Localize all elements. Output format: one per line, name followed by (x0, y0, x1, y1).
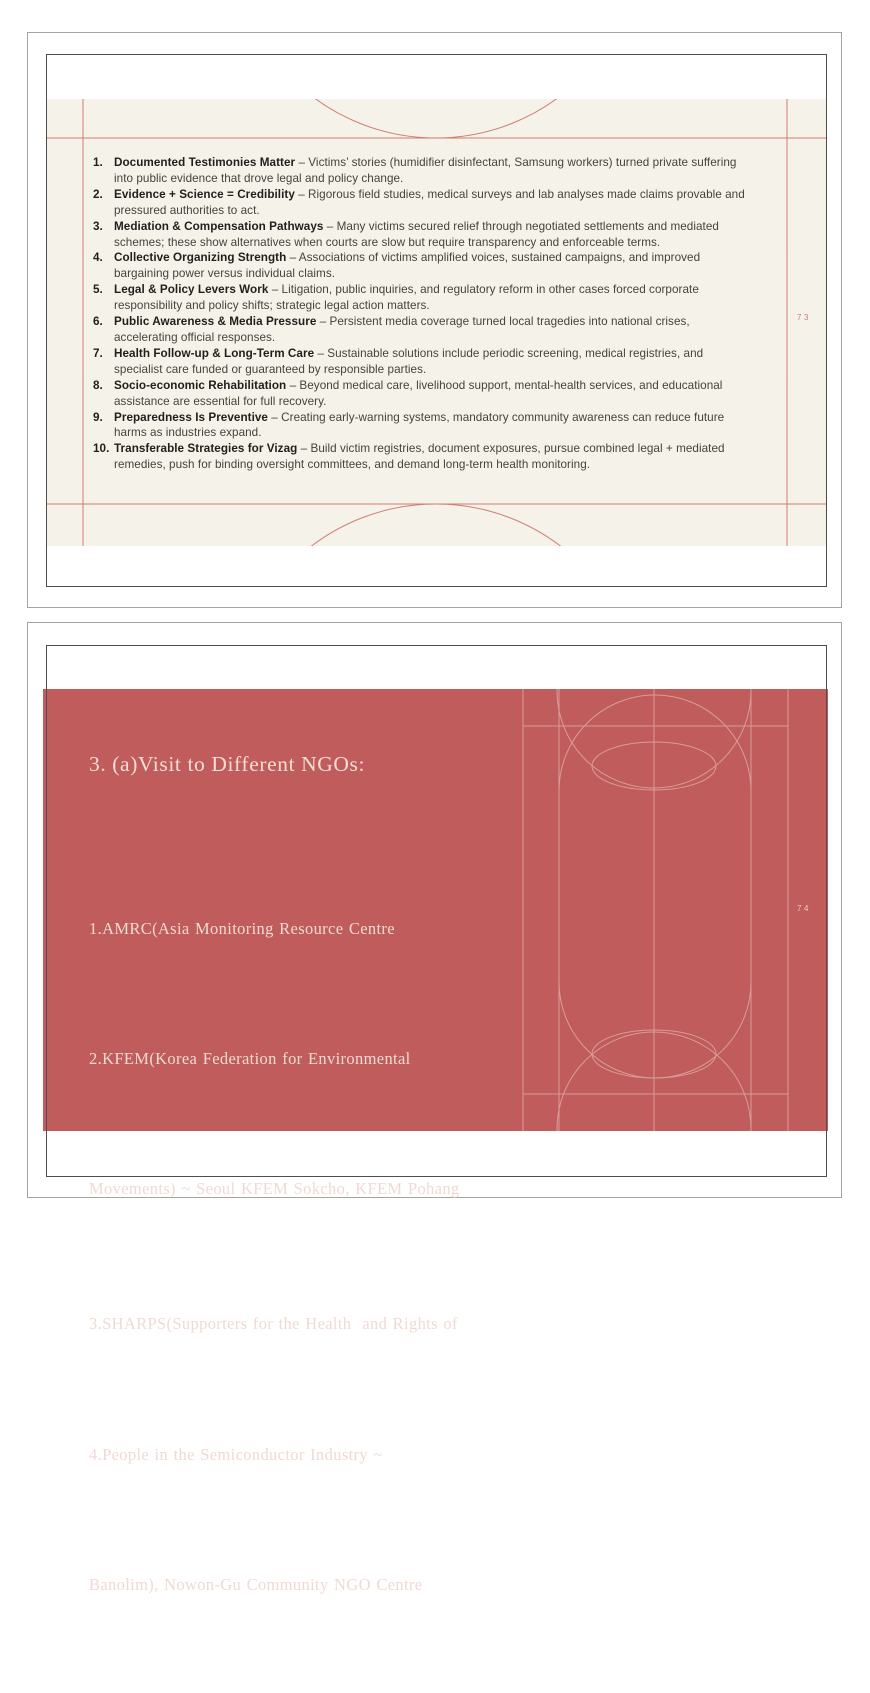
ngo-line: 1.AMRC(Asia Monitoring Resource Centre (89, 918, 395, 938)
list-item (93, 250, 751, 282)
item-title: Public Awareness & Media Pressure (114, 315, 317, 329)
item-title: Documented Testimonies Matter (114, 156, 296, 169)
slide-canvas-1 (47, 99, 826, 546)
item-desc: – Litigation, public inquiries, and regulatory reform in other cases forced corporate responsibility and policy shifts; strategic legal action matters. (114, 283, 699, 313)
item-desc: – Rigorous field studies, medical surveys and lab analyses made claims provable and pressured authorities to act. (114, 187, 745, 217)
item-number: 10. (93, 442, 110, 456)
list-item (93, 187, 751, 219)
item-number: 5. (93, 283, 103, 297)
item-title: Mediation & Compensation Pathways (114, 219, 324, 233)
list-item (93, 282, 751, 314)
ngo-line: Banolim), Nowon-Gu Community NGO Centre (89, 1574, 423, 1594)
list-item (93, 410, 751, 442)
item-number: 2. (93, 187, 103, 201)
item-number: 3. (93, 219, 103, 233)
item-number: 6. (93, 315, 103, 329)
slide-title: 3. (a)Visit to Different NGOs: (89, 752, 366, 776)
item-title: Health Follow-up & Long-Term Care (114, 346, 315, 360)
list-item (93, 314, 751, 346)
key-lessons-list (93, 155, 751, 473)
slide-page-number: 74 (797, 904, 811, 913)
list-item (93, 441, 751, 473)
list-item (93, 378, 751, 410)
item-desc: – Creating early-warning systems, mandatory community awareness can reduce future harms as industries expand. (114, 410, 725, 440)
pdf-page-1 (27, 32, 842, 608)
item-number: 7. (93, 346, 103, 360)
slide-frame-2 (46, 645, 827, 1177)
item-number: 4. (93, 251, 103, 265)
item-title: Preparedness Is Preventive (114, 410, 268, 424)
ngo-line: 3.SHARPS(Supporters for the Health and Rights of (89, 1314, 458, 1334)
item-desc: – Beyond medical care, livelihood support, mental-health services, and educational assistance are essential for full recovery. (114, 378, 723, 408)
item-desc: – Build victim registries, document exposures, pursue combined legal + mediated remedies, push for binding oversight committees, and demand long-term health monitoring. (114, 442, 725, 472)
item-number: 9. (93, 410, 103, 424)
ngo-line: Movements) ~ Seoul KFEM Sokcho, KFEM Pohang (89, 1179, 460, 1199)
item-desc: – Victims’ stories (humidifier disinfectant, Samsung workers) turned private suffering into public evidence that drove legal and policy change. (114, 156, 737, 185)
item-number: 1. (93, 156, 103, 169)
item-desc: – Associations of victims amplified voices, sustained campaigns, and improved bargaining power versus individual claims. (114, 251, 701, 281)
slide-page-number: 73 (797, 313, 811, 322)
item-title: Transferable Strategies for Vizag (114, 442, 298, 456)
item-title: Socio-economic Rehabilitation (114, 378, 287, 392)
item-desc: – Persistent media coverage turned local tragedies into national crises, accelerating official responses. (114, 315, 690, 344)
slide-frame-1 (46, 54, 827, 587)
list-item (93, 346, 751, 378)
list-item (93, 219, 751, 251)
item-title: Legal & Policy Levers Work (114, 283, 269, 297)
ngo-line: 4.People in the Semiconductor Industry ~ (89, 1444, 383, 1464)
item-desc: – Sustainable solutions include periodic screening, medical registries, and specialist care funded or guaranteed by responsible parties. (114, 346, 704, 376)
item-desc: – Many victims secured relief through negotiated settlements and mediated schemes; these show alternatives when courts are slow but require transparency and enforceable terms. (114, 219, 719, 249)
list-item (93, 155, 751, 187)
item-title: Collective Organizing Strength (114, 251, 287, 265)
item-title: Evidence + Science = Credibility (114, 187, 295, 201)
ngo-line: 2.KFEM(Korea Federation for Environmental (89, 1049, 411, 1069)
pdf-page-2 (27, 622, 842, 1594)
item-number: 8. (93, 378, 103, 392)
